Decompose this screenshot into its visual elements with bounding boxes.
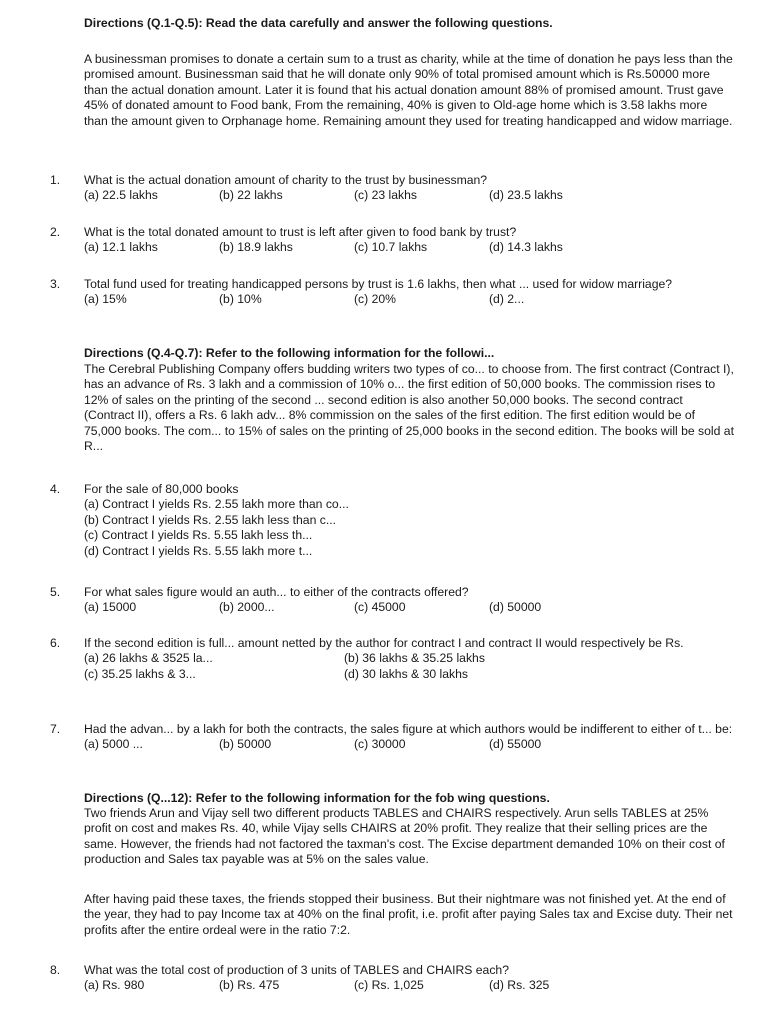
question-text: Total fund used for treating handicapped persons by trust is 1.6 lakhs, then what ... used for widow marriage?	[84, 277, 673, 291]
option-b: (b) 2000...	[219, 600, 275, 615]
paragraph-text: Two friends Arun and Vijay sell two different products TABLES and CHAIRS respectively. Arun sells TABLES at 25% profit on cost and makes Rs. 40, while Vijay sells CHAIRS at 20% profit. They realize that their selling prices are the same. However, the friends had not factored the taxman's cost. The Excise department demanded 10% on their cost of production and Sales tax payable was at 5% on the sales value.	[84, 806, 725, 867]
question-number: 4.	[50, 482, 61, 496]
option-d: (d) 50000	[489, 600, 542, 615]
question-1	[84, 173, 734, 204]
paragraph-text: A businessman promises to donate a certain sum to a trust as charity, while at the time of donation he pays less than the promised amount. Businessman said that he will donate only 90% of total promised amount which is Rs.50000 more than the actual donation amount. Later it is found that his actual donation amount 88% of promised amount. Trust gave 45% of donated amount to Food bank, From the remaining, 40% is given to Old-age home which is 3.58 lakhs more than the amount given to Orphanage home. Remaining amount they used for treating handicapped and widow marriage.	[84, 52, 733, 128]
paragraph-text: After having paid these taxes, the friends stopped their business. But their nightmare was not finished yet. At the end of the year, they had to pay Income tax at 40% on the final profit, i.e. profit after paying Sales tax and Excise duty. Their net profits after the entire ordeal were in the ratio 7:2.	[84, 892, 733, 937]
option-d: (d) Rs. 325	[489, 978, 550, 993]
option-d: (d) 14.3 lakhs	[489, 240, 563, 255]
options-row	[84, 240, 734, 255]
directions-heading-q4-q7: Directions (Q.4-Q.7): Refer to the following information for the followi...	[84, 346, 495, 360]
option-b: (b) 10%	[219, 292, 262, 307]
option-c: (c) 10.7 lakhs	[354, 240, 428, 255]
option-d: (d) 23.5 lakhs	[489, 188, 563, 203]
question-7	[84, 722, 734, 753]
question-number: 2.	[50, 225, 61, 239]
option-c: (c) Contract I yields Rs. 5.55 lakh less th...	[84, 528, 313, 543]
question-number: 5.	[50, 585, 61, 599]
option-c: (c) 35.25 lakhs & 3...	[84, 666, 196, 681]
question-number: 3.	[50, 277, 61, 291]
question-6	[84, 636, 734, 682]
directions-heading-q1-q5: Directions (Q.1-Q.5): Read the data carefully and answer the following questions.	[84, 16, 553, 30]
question-number: 7.	[50, 722, 61, 736]
directions-paragraph-q1-q5	[84, 52, 734, 129]
options-row	[84, 188, 734, 203]
paragraph-text: The Cerebral Publishing Company offers budding writers two types of co... to choose from. The first contract (Contract I), has an advance of Rs. 3 lakh and a commission of 10% o... the first edition of 50,000 books. The commission rises to 12% of sales on the printing of the second ... second edition is also another 50,000 books. The second contract (Contract II), offers a Rs. 6 lakh adv... 8% commission on the sales of the first edition. The first edition would be of 75,000 books. The com... to 15% of sales on the printing of 25,000 books in the second edition. The books will be sold at R...	[84, 362, 734, 454]
question-5	[84, 585, 734, 616]
directions-paragraph-q8-q12	[84, 806, 734, 868]
option-b: (b) 22 lakhs	[219, 188, 283, 203]
question-4	[84, 482, 734, 559]
option-b: (b) 36 lakhs & 35.25 lakhs	[344, 651, 485, 666]
question-text: If the second edition is full... amount netted by the author for contract I and contract II would respectively be Rs.	[84, 636, 684, 650]
option-a: (a) Rs. 980	[84, 978, 145, 993]
option-c: (c) 23 lakhs	[354, 188, 417, 203]
question-number: 6.	[50, 636, 61, 650]
question-text: For the sale of 80,000 books	[84, 482, 239, 496]
option-c: (c) 20%	[354, 292, 396, 307]
option-c: (c) 30000	[354, 737, 406, 752]
question-text: What was the total cost of production of 3 units of TABLES and CHAIRS each?	[84, 963, 509, 977]
option-a: (a) Contract I yields Rs. 2.55 lakh more than co...	[84, 497, 349, 512]
option-c: (c) Rs. 1,025	[354, 978, 424, 993]
option-a: (a) 5000 ...	[84, 737, 143, 752]
option-d: (d) Contract I yields Rs. 5.55 lakh more t...	[84, 543, 313, 558]
directions-paragraph-2-q8-q12	[84, 892, 734, 938]
question-8	[84, 963, 734, 994]
question-text: Had the advan... by a lakh for both the contracts, the sales figure at which authors would be indifferent to either of t... be:	[84, 722, 733, 736]
options-row	[84, 292, 734, 307]
option-a: (a) 15%	[84, 292, 127, 307]
option-d: (d) 2...	[489, 292, 525, 307]
option-d: (d) 55000	[489, 737, 542, 752]
option-b: (b) 50000	[219, 737, 272, 752]
option-a: (a) 26 lakhs & 3525 la...	[84, 651, 213, 666]
question-3	[84, 277, 734, 308]
question-number: 8.	[50, 963, 61, 977]
question-number: 1.	[50, 173, 61, 187]
question-text: What is the actual donation amount of charity to the trust by businessman?	[84, 173, 488, 187]
question-2	[84, 225, 734, 256]
options-row	[84, 978, 734, 993]
option-c: (c) 45000	[354, 600, 406, 615]
question-text: What is the total donated amount to trust is left after given to food bank by trust?	[84, 225, 517, 239]
options-grid	[84, 651, 734, 682]
directions-paragraph-q4-q7	[84, 362, 734, 454]
option-b: (b) Contract I yields Rs. 2.55 lakh less than c...	[84, 512, 336, 527]
option-d: (d) 30 lakhs & 30 lakhs	[344, 666, 468, 681]
option-a: (a) 22.5 lakhs	[84, 188, 158, 203]
directions-heading-q8-q12: Directions (Q...12): Refer to the following information for the fob wing questions.	[84, 791, 550, 805]
options-row	[84, 600, 734, 615]
question-text: For what sales figure would an auth... to either of the contracts offered?	[84, 585, 469, 599]
options-row	[84, 737, 734, 752]
option-a: (a) 12.1 lakhs	[84, 240, 158, 255]
option-a: (a) 15000	[84, 600, 137, 615]
option-b: (b) Rs. 475	[219, 978, 280, 993]
option-b: (b) 18.9 lakhs	[219, 240, 293, 255]
